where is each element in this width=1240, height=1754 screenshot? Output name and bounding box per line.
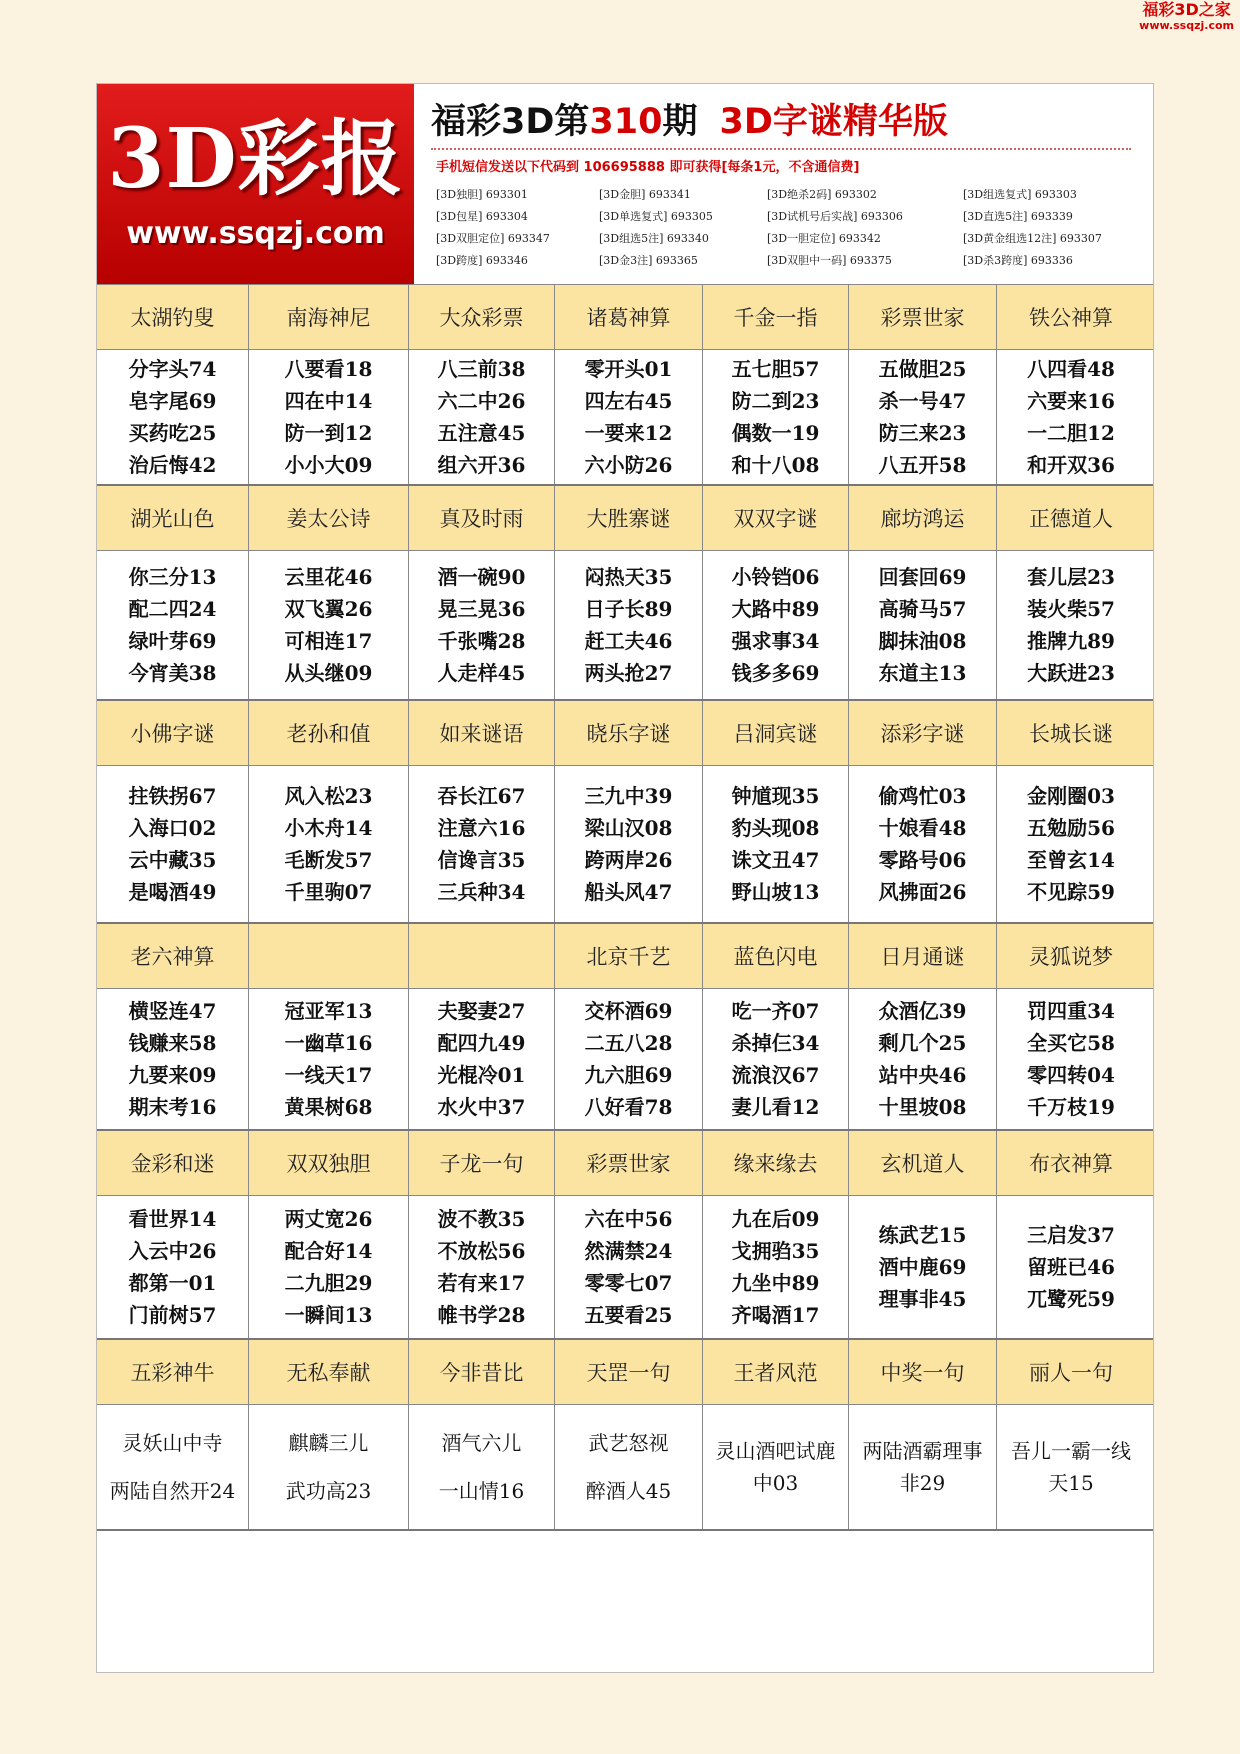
riddle-cell bbox=[996, 350, 1145, 484]
riddle-line: 十里坡08 bbox=[878, 1095, 967, 1119]
riddle-cell bbox=[554, 1405, 702, 1529]
riddle-line: 人走样45 bbox=[437, 661, 526, 685]
column-author: 王者风范 bbox=[702, 1340, 848, 1404]
riddle-line: 四左右45 bbox=[584, 389, 673, 413]
riddle-line: 入海口02 bbox=[128, 816, 217, 840]
sms-code-item: [3D试机号后实战] 693306 bbox=[767, 210, 903, 223]
riddle-line: 交杯酒69 bbox=[584, 999, 673, 1023]
riddle-cell bbox=[996, 1405, 1145, 1529]
riddle-line: 麒麟三儿 bbox=[288, 1431, 369, 1455]
riddle-line: 强求事34 bbox=[731, 629, 820, 653]
riddle-cell bbox=[702, 989, 848, 1129]
riddle-line: 若有来17 bbox=[437, 1271, 526, 1295]
riddle-line: 三启发37 bbox=[1027, 1223, 1115, 1247]
dotted-divider bbox=[431, 148, 1131, 150]
riddle-cell bbox=[248, 1196, 408, 1338]
riddle-line: 都第一01 bbox=[128, 1271, 217, 1295]
sms-code-item: [3D绝杀2码] 693302 bbox=[767, 188, 877, 201]
sms-code-item: [3D组选复式] 693303 bbox=[963, 188, 1077, 201]
riddle-line: 一瞬间13 bbox=[284, 1303, 373, 1327]
riddle-cell bbox=[97, 350, 248, 484]
riddle-line: 绿叶芽69 bbox=[128, 629, 217, 653]
riddle-line: 配二四24 bbox=[128, 597, 217, 621]
riddle-line: 零四转04 bbox=[1027, 1063, 1115, 1087]
riddle-line: 风拂面26 bbox=[878, 880, 967, 904]
riddle-line: 不见踪59 bbox=[1027, 880, 1115, 904]
column-author: 五彩神牛 bbox=[130, 1361, 215, 1385]
content-row bbox=[97, 350, 1153, 486]
riddle-line: 赶工夫46 bbox=[584, 629, 673, 653]
riddle-cell bbox=[97, 1196, 248, 1338]
riddle-line: 船头风47 bbox=[584, 880, 673, 904]
column-author: 老孙和值 bbox=[248, 701, 408, 765]
riddle-line: 二五八28 bbox=[584, 1031, 673, 1055]
riddle-line: 一幽草16 bbox=[284, 1031, 373, 1055]
riddle-line: 剩几个25 bbox=[878, 1031, 967, 1055]
column-author: 大众彩票 bbox=[408, 285, 554, 349]
riddle-line: 流浪汉67 bbox=[731, 1063, 820, 1087]
issue-number: 310 bbox=[589, 102, 663, 142]
riddle-cell bbox=[248, 766, 408, 922]
riddle-line: 至曾玄14 bbox=[1027, 848, 1115, 872]
riddle-line: 两陆自然开24 bbox=[109, 1479, 236, 1503]
riddle-cell bbox=[408, 1405, 554, 1529]
column-author: 小佛字谜 bbox=[130, 722, 215, 746]
riddle-line: 诛文丑47 bbox=[731, 848, 820, 872]
riddle-line: 防三来23 bbox=[878, 421, 967, 445]
content-row bbox=[97, 551, 1153, 701]
logo-title: 3D彩报 bbox=[107, 111, 404, 207]
riddle-line: 组六开36 bbox=[437, 453, 526, 477]
riddle-line: 八要看18 bbox=[284, 357, 373, 381]
riddle-line: 两丈宽26 bbox=[284, 1207, 373, 1231]
riddle-cell bbox=[408, 989, 554, 1129]
riddle-line: 众酒亿39 bbox=[878, 999, 967, 1023]
riddle-cell bbox=[848, 989, 996, 1129]
riddle-cell bbox=[848, 1196, 996, 1338]
riddle-line: 钟馗现35 bbox=[731, 784, 820, 808]
column-author: 吕洞宾谜 bbox=[702, 701, 848, 765]
riddle-cell bbox=[554, 551, 702, 699]
riddle-line: 拄铁拐67 bbox=[128, 784, 217, 808]
riddle-line: 水火中37 bbox=[437, 1095, 526, 1119]
riddle-line: 兀鹭死59 bbox=[1027, 1287, 1115, 1311]
riddle-line: 八三前38 bbox=[437, 357, 526, 381]
column-author: 长城长谜 bbox=[996, 701, 1145, 765]
riddle-line: 金刚圈03 bbox=[1027, 784, 1115, 808]
riddle-line: 站中央46 bbox=[878, 1063, 967, 1087]
riddle-line: 大跃进23 bbox=[1027, 661, 1115, 685]
riddle-cell bbox=[996, 989, 1145, 1129]
riddle-cell bbox=[702, 766, 848, 922]
riddle-line: 治后悔42 bbox=[128, 453, 217, 477]
riddle-line: 零路号06 bbox=[878, 848, 967, 872]
riddle-line: 五七胆57 bbox=[731, 357, 820, 381]
riddle-line: 光棍冷01 bbox=[437, 1063, 526, 1087]
riddle-line: 钱多多69 bbox=[731, 661, 820, 685]
sms-code-item: [3D独胆] 693301 bbox=[436, 188, 528, 201]
page-title bbox=[431, 94, 948, 144]
riddle-line: 醉酒人45 bbox=[585, 1479, 672, 1503]
header-row bbox=[97, 1131, 1153, 1196]
column-author: 诸葛神算 bbox=[554, 285, 702, 349]
riddle-line: 横竖连47 bbox=[128, 999, 217, 1023]
column-author: 廊坊鸿运 bbox=[848, 486, 996, 550]
sheet-header bbox=[97, 84, 1153, 284]
sms-code-item: [3D杀3跨度] 693336 bbox=[963, 254, 1073, 267]
riddle-line: 吃一齐07 bbox=[731, 999, 820, 1023]
column-author: 缘来缘去 bbox=[702, 1131, 848, 1195]
riddle-cell bbox=[554, 1196, 702, 1338]
riddle-table bbox=[97, 284, 1153, 1531]
riddle-line: 双飞翼26 bbox=[284, 597, 373, 621]
column-author: 金彩和迷 bbox=[130, 1152, 215, 1176]
riddle-line: 黄果树68 bbox=[284, 1095, 373, 1119]
riddle-line: 武功高23 bbox=[285, 1479, 372, 1503]
riddle-line: 小小大09 bbox=[284, 453, 373, 477]
riddle-line: 九六胆69 bbox=[584, 1063, 673, 1087]
header-row bbox=[97, 285, 1153, 350]
column-author: 太湖钓叟 bbox=[130, 306, 215, 330]
column-author: 铁公神算 bbox=[996, 285, 1145, 349]
riddle-line: 注意六16 bbox=[437, 816, 526, 840]
content-row bbox=[97, 766, 1153, 924]
riddle-line: 是喝酒49 bbox=[128, 880, 217, 904]
riddle-line: 八好看78 bbox=[584, 1095, 673, 1119]
riddle-cell bbox=[702, 350, 848, 484]
riddle-cell bbox=[996, 1196, 1145, 1338]
riddle-cell bbox=[408, 350, 554, 484]
riddle-line: 六要来16 bbox=[1027, 389, 1115, 413]
riddle-line: 九坐中89 bbox=[731, 1271, 820, 1295]
site-watermark bbox=[1139, 2, 1234, 31]
riddle-line: 零零七07 bbox=[584, 1271, 673, 1295]
title-suffix: 期 bbox=[662, 102, 698, 142]
column-author bbox=[248, 924, 408, 988]
riddle-line: 和十八08 bbox=[731, 453, 820, 477]
riddle-cell bbox=[97, 766, 248, 922]
riddle-line: 门前树57 bbox=[128, 1303, 217, 1327]
sms-code-item: [3D金胆] 693341 bbox=[599, 188, 691, 201]
riddle-line: 帷书学28 bbox=[437, 1303, 526, 1327]
riddle-line: 吞长江67 bbox=[437, 784, 526, 808]
riddle-line: 豹头现08 bbox=[731, 816, 820, 840]
content-row bbox=[97, 1196, 1153, 1340]
lottery-sheet bbox=[96, 83, 1154, 1673]
riddle-line: 波不教35 bbox=[437, 1207, 526, 1231]
header-row bbox=[97, 924, 1153, 989]
riddle-line: 毛断发57 bbox=[284, 848, 373, 872]
riddle-line: 六二中26 bbox=[437, 389, 526, 413]
riddle-cell bbox=[554, 350, 702, 484]
riddle-line: 九要来09 bbox=[128, 1063, 217, 1087]
riddle-line: 大路中89 bbox=[731, 597, 820, 621]
riddle-line: 偶数一19 bbox=[731, 421, 820, 445]
riddle-line: 期末考16 bbox=[128, 1095, 217, 1119]
column-author: 灵狐说梦 bbox=[996, 924, 1145, 988]
riddle-cell bbox=[848, 1405, 996, 1529]
riddle-line: 吾儿一霸一线天15 bbox=[1011, 1439, 1131, 1495]
column-author: 无私奉献 bbox=[248, 1340, 408, 1404]
riddle-line: 千里驹07 bbox=[284, 880, 373, 904]
column-author: 北京千艺 bbox=[554, 924, 702, 988]
content-row bbox=[97, 1405, 1153, 1531]
riddle-line: 皂字尾69 bbox=[128, 389, 217, 413]
riddle-line: 千万枝19 bbox=[1027, 1095, 1115, 1119]
riddle-cell bbox=[97, 1405, 248, 1529]
column-author: 添彩字谜 bbox=[848, 701, 996, 765]
riddle-line: 东道主13 bbox=[878, 661, 967, 685]
riddle-line: 理事非45 bbox=[878, 1287, 967, 1311]
riddle-line: 一要来12 bbox=[584, 421, 673, 445]
column-author: 大胜寨谜 bbox=[554, 486, 702, 550]
riddle-line: 六在中56 bbox=[584, 1207, 673, 1231]
riddle-line: 二九胆29 bbox=[284, 1271, 373, 1295]
riddle-line: 钱赚来58 bbox=[128, 1031, 217, 1055]
riddle-line: 杀一号47 bbox=[878, 389, 967, 413]
riddle-line: 可相连17 bbox=[284, 629, 373, 653]
page-subtitle: 3D字谜精华版 bbox=[719, 102, 948, 142]
sms-code-item: [3D黄金组选12注] 693307 bbox=[963, 232, 1102, 245]
column-author: 姜太公诗 bbox=[248, 486, 408, 550]
riddle-line: 跨两岸26 bbox=[584, 848, 673, 872]
riddle-line: 和开双36 bbox=[1027, 453, 1115, 477]
riddle-cell bbox=[848, 551, 996, 699]
riddle-line: 看世界14 bbox=[128, 1207, 217, 1231]
riddle-line: 买药吃25 bbox=[128, 421, 217, 445]
content-row bbox=[97, 989, 1153, 1131]
column-author: 蓝色闪电 bbox=[702, 924, 848, 988]
watermark-url: www.ssqzj.com bbox=[1139, 19, 1234, 32]
riddle-line: 你三分13 bbox=[128, 565, 217, 589]
riddle-line: 妻儿看12 bbox=[731, 1095, 820, 1119]
riddle-line: 九在后09 bbox=[731, 1207, 820, 1231]
column-author: 千金一指 bbox=[702, 285, 848, 349]
column-author: 今非昔比 bbox=[408, 1340, 554, 1404]
riddle-line: 三九中39 bbox=[584, 784, 673, 808]
sms-code-item: [3D金3注] 693365 bbox=[599, 254, 698, 267]
riddle-line: 分字头74 bbox=[128, 357, 217, 381]
riddle-line: 三兵种34 bbox=[437, 880, 526, 904]
column-author: 布衣神算 bbox=[996, 1131, 1145, 1195]
column-author: 天罡一句 bbox=[554, 1340, 702, 1404]
riddle-line: 酒中鹿69 bbox=[878, 1255, 967, 1279]
riddle-line: 梁山汉08 bbox=[584, 816, 673, 840]
riddle-line: 全买它58 bbox=[1027, 1031, 1115, 1055]
riddle-cell bbox=[248, 989, 408, 1129]
riddle-line: 戈拥驺35 bbox=[731, 1239, 820, 1263]
riddle-line: 夫娶妻27 bbox=[437, 999, 526, 1023]
sms-code-item: [3D直选5注] 693339 bbox=[963, 210, 1073, 223]
header-info bbox=[414, 84, 1153, 284]
riddle-line: 灵山酒吧试鹿中03 bbox=[715, 1439, 836, 1495]
riddle-line: 推牌九89 bbox=[1027, 629, 1115, 653]
column-author: 湖光山色 bbox=[130, 507, 215, 531]
riddle-line: 套儿层23 bbox=[1027, 565, 1115, 589]
column-author: 老六神算 bbox=[130, 945, 215, 969]
riddle-line: 信谗言35 bbox=[437, 848, 526, 872]
riddle-line: 小木舟14 bbox=[284, 816, 373, 840]
column-author: 子龙一句 bbox=[408, 1131, 554, 1195]
riddle-line: 日子长89 bbox=[584, 597, 673, 621]
riddle-cell bbox=[554, 989, 702, 1129]
riddle-line: 装火柴57 bbox=[1027, 597, 1115, 621]
riddle-cell bbox=[702, 1405, 848, 1529]
riddle-line: 零开头01 bbox=[584, 357, 673, 381]
column-author: 双双字谜 bbox=[702, 486, 848, 550]
column-author: 如来谜语 bbox=[408, 701, 554, 765]
riddle-cell bbox=[408, 1196, 554, 1338]
column-author: 晓乐字谜 bbox=[554, 701, 702, 765]
riddle-line: 酒一碗90 bbox=[437, 565, 526, 589]
riddle-line: 练武艺15 bbox=[878, 1223, 967, 1247]
riddle-line: 偷鸡忙03 bbox=[878, 784, 967, 808]
riddle-line: 小铃铛06 bbox=[731, 565, 820, 589]
riddle-line: 留班已46 bbox=[1027, 1255, 1115, 1279]
riddle-line: 六小防26 bbox=[584, 453, 673, 477]
riddle-line: 十娘看48 bbox=[878, 816, 967, 840]
riddle-line: 配四九49 bbox=[437, 1031, 526, 1055]
riddle-line: 五勉励56 bbox=[1027, 816, 1115, 840]
column-author: 彩票世家 bbox=[848, 285, 996, 349]
sms-code-item: [3D一胆定位] 693342 bbox=[767, 232, 881, 245]
riddle-line: 四在中14 bbox=[284, 389, 373, 413]
riddle-line: 不放松56 bbox=[437, 1239, 526, 1263]
riddle-line: 晃三晃36 bbox=[437, 597, 526, 621]
riddle-cell bbox=[248, 350, 408, 484]
column-author: 南海神尼 bbox=[248, 285, 408, 349]
watermark-name: 福彩3D之家 bbox=[1142, 0, 1231, 19]
riddle-line: 冠亚军13 bbox=[284, 999, 373, 1023]
sms-code-item: [3D双胆中一码] 693375 bbox=[767, 254, 892, 267]
riddle-line: 云里花46 bbox=[284, 565, 373, 589]
riddle-line: 一线天17 bbox=[284, 1063, 373, 1087]
header-row bbox=[97, 701, 1153, 766]
riddle-line: 八五开58 bbox=[878, 453, 967, 477]
riddle-line: 两头抢27 bbox=[584, 661, 673, 685]
riddle-line: 风入松23 bbox=[284, 784, 373, 808]
riddle-line: 配合好14 bbox=[284, 1239, 373, 1263]
riddle-cell bbox=[408, 766, 554, 922]
header-row bbox=[97, 1340, 1153, 1405]
title-prefix: 福彩3D第 bbox=[431, 102, 590, 142]
riddle-line: 闷热天35 bbox=[584, 565, 673, 589]
riddle-line: 齐喝酒17 bbox=[731, 1303, 820, 1327]
sms-code-item: [3D组选5注] 693340 bbox=[599, 232, 709, 245]
riddle-line: 高骑马57 bbox=[878, 597, 967, 621]
logo-url: www.ssqzj.com bbox=[126, 216, 385, 251]
riddle-cell bbox=[408, 551, 554, 699]
riddle-line: 罚四重34 bbox=[1027, 999, 1115, 1023]
riddle-line: 杀掉仨34 bbox=[731, 1031, 820, 1055]
riddle-line: 从头继09 bbox=[284, 661, 373, 685]
riddle-cell bbox=[97, 551, 248, 699]
riddle-cell bbox=[554, 766, 702, 922]
sms-code-list bbox=[436, 187, 1146, 269]
column-author: 正德道人 bbox=[996, 486, 1145, 550]
riddle-cell bbox=[702, 551, 848, 699]
riddle-line: 武艺怒视 bbox=[588, 1431, 669, 1455]
sms-notice: 手机短信发送以下代码到 106695888 即可获得[每条1元，不含通信费] bbox=[436, 160, 860, 175]
riddle-line: 今宵美38 bbox=[128, 661, 217, 685]
riddle-cell bbox=[248, 1405, 408, 1529]
column-author: 日月通谜 bbox=[848, 924, 996, 988]
riddle-cell bbox=[97, 989, 248, 1129]
riddle-line: 然满禁24 bbox=[584, 1239, 673, 1263]
riddle-line: 酒气六儿 bbox=[441, 1431, 522, 1455]
riddle-cell bbox=[996, 766, 1145, 922]
riddle-line: 入云中26 bbox=[128, 1239, 217, 1263]
sms-code-item: [3D单选复式] 693305 bbox=[599, 210, 713, 223]
column-author: 真及时雨 bbox=[408, 486, 554, 550]
column-author bbox=[408, 924, 554, 988]
column-author: 玄机道人 bbox=[848, 1131, 996, 1195]
riddle-line: 八四看48 bbox=[1027, 357, 1115, 381]
riddle-line: 一山情16 bbox=[438, 1479, 525, 1503]
riddle-line: 回套回69 bbox=[878, 565, 967, 589]
riddle-line: 防二到23 bbox=[731, 389, 820, 413]
header-row bbox=[97, 486, 1153, 551]
riddle-line: 野山坡13 bbox=[731, 880, 820, 904]
sms-code-item: [3D包星] 693304 bbox=[436, 210, 528, 223]
riddle-line: 两陆酒霸理事非29 bbox=[862, 1439, 983, 1495]
riddle-line: 五要看25 bbox=[584, 1303, 673, 1327]
sms-code-item: [3D双胆定位] 693347 bbox=[436, 232, 550, 245]
riddle-cell bbox=[702, 1196, 848, 1338]
riddle-line: 灵妖山中寺 bbox=[122, 1431, 223, 1455]
sms-code-item: [3D跨度] 693346 bbox=[436, 254, 528, 267]
riddle-line: 脚抹油08 bbox=[878, 629, 967, 653]
riddle-line: 防一到12 bbox=[284, 421, 373, 445]
column-author: 彩票世家 bbox=[554, 1131, 702, 1195]
riddle-line: 云中藏35 bbox=[128, 848, 217, 872]
riddle-cell bbox=[996, 551, 1145, 699]
riddle-cell bbox=[848, 766, 996, 922]
riddle-cell bbox=[248, 551, 408, 699]
column-author: 中奖一句 bbox=[848, 1340, 996, 1404]
column-author: 丽人一句 bbox=[996, 1340, 1145, 1404]
riddle-line: 一二胆12 bbox=[1027, 421, 1115, 445]
riddle-cell bbox=[848, 350, 996, 484]
riddle-line: 千张嘴28 bbox=[437, 629, 526, 653]
riddle-line: 五做胆25 bbox=[878, 357, 967, 381]
logo-block bbox=[97, 84, 414, 284]
riddle-line: 五注意45 bbox=[437, 421, 526, 445]
column-author: 双双独胆 bbox=[248, 1131, 408, 1195]
